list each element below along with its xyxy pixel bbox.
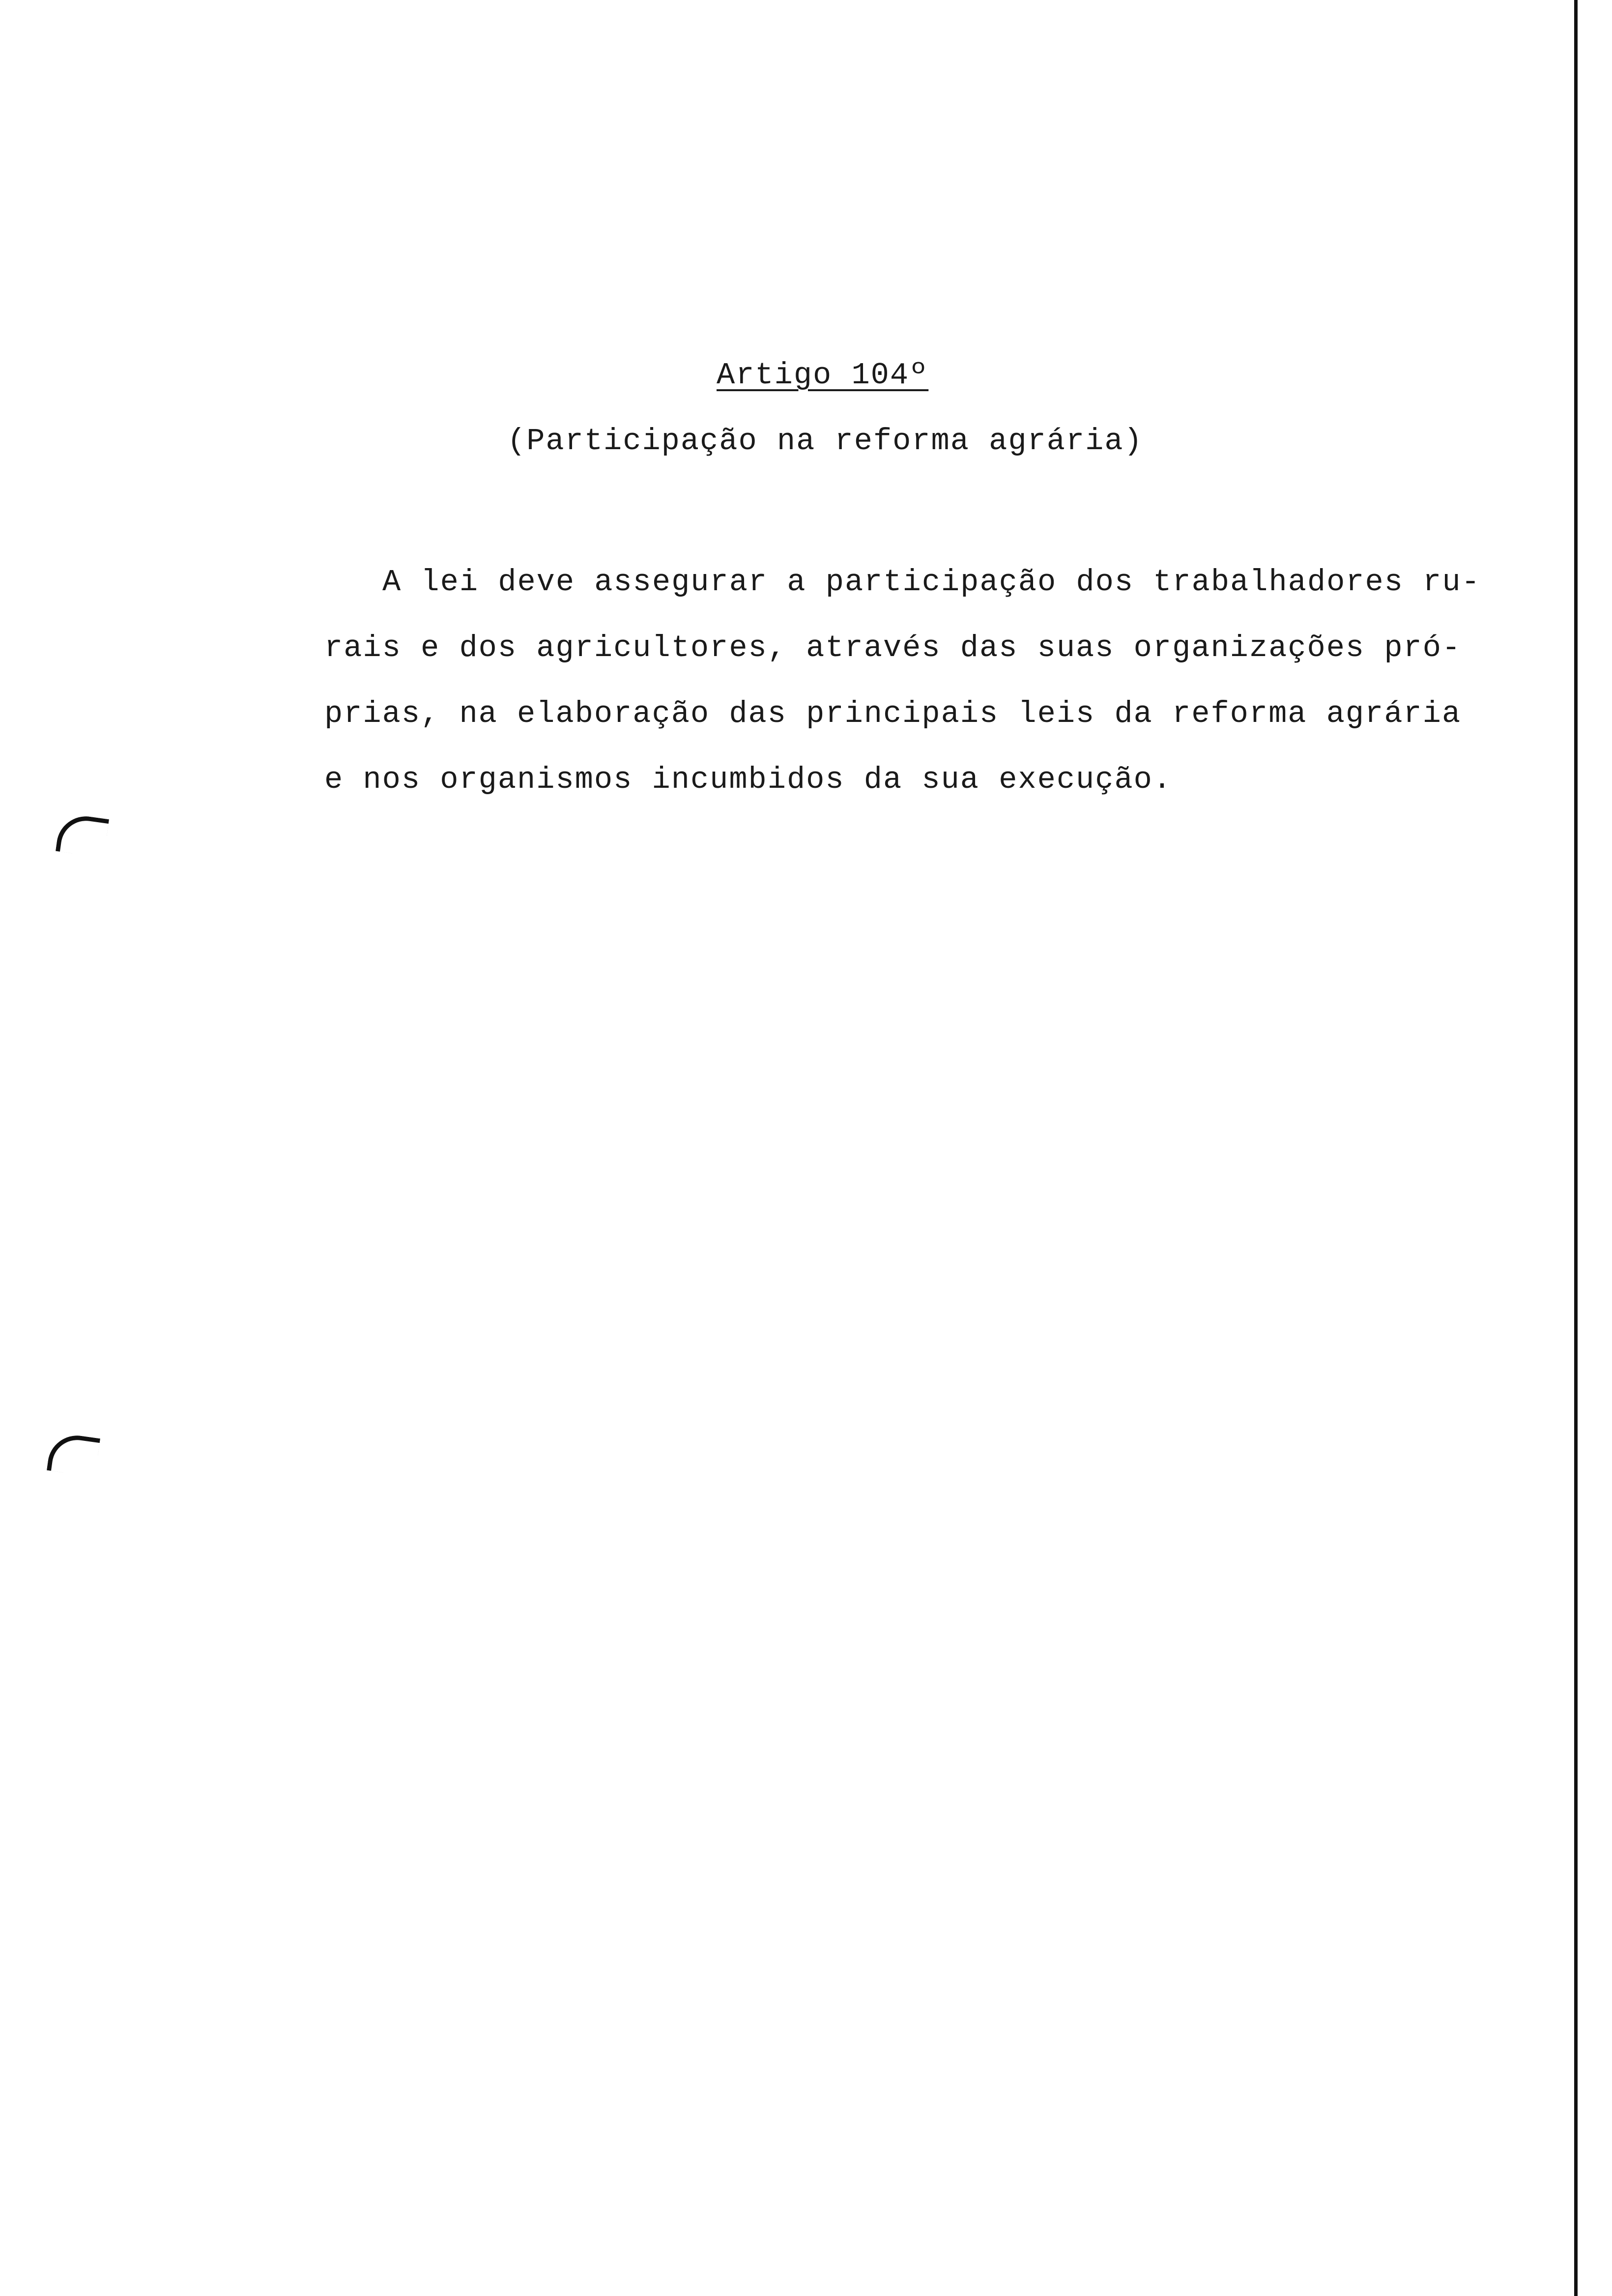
body-line: prias, na elaboração das principais leis da reforma agrária <box>324 696 1462 731</box>
article-title: Artigo 104º <box>717 358 929 393</box>
body-line: e nos organismos incumbidos da sua execução. <box>324 762 1173 797</box>
article-subtitle: (Participação na reforma agrária) <box>507 424 1143 459</box>
article-body <box>324 549 1514 813</box>
punch-hole-mark <box>47 1432 100 1477</box>
body-line: A lei deve assegurar a participação dos trabalhadores ru- <box>382 565 1481 600</box>
punch-hole-mark <box>56 812 109 858</box>
body-line: rais e dos agricultores, através das suas organizações pró- <box>324 631 1462 665</box>
page-edge-shadow <box>1574 0 1578 2296</box>
